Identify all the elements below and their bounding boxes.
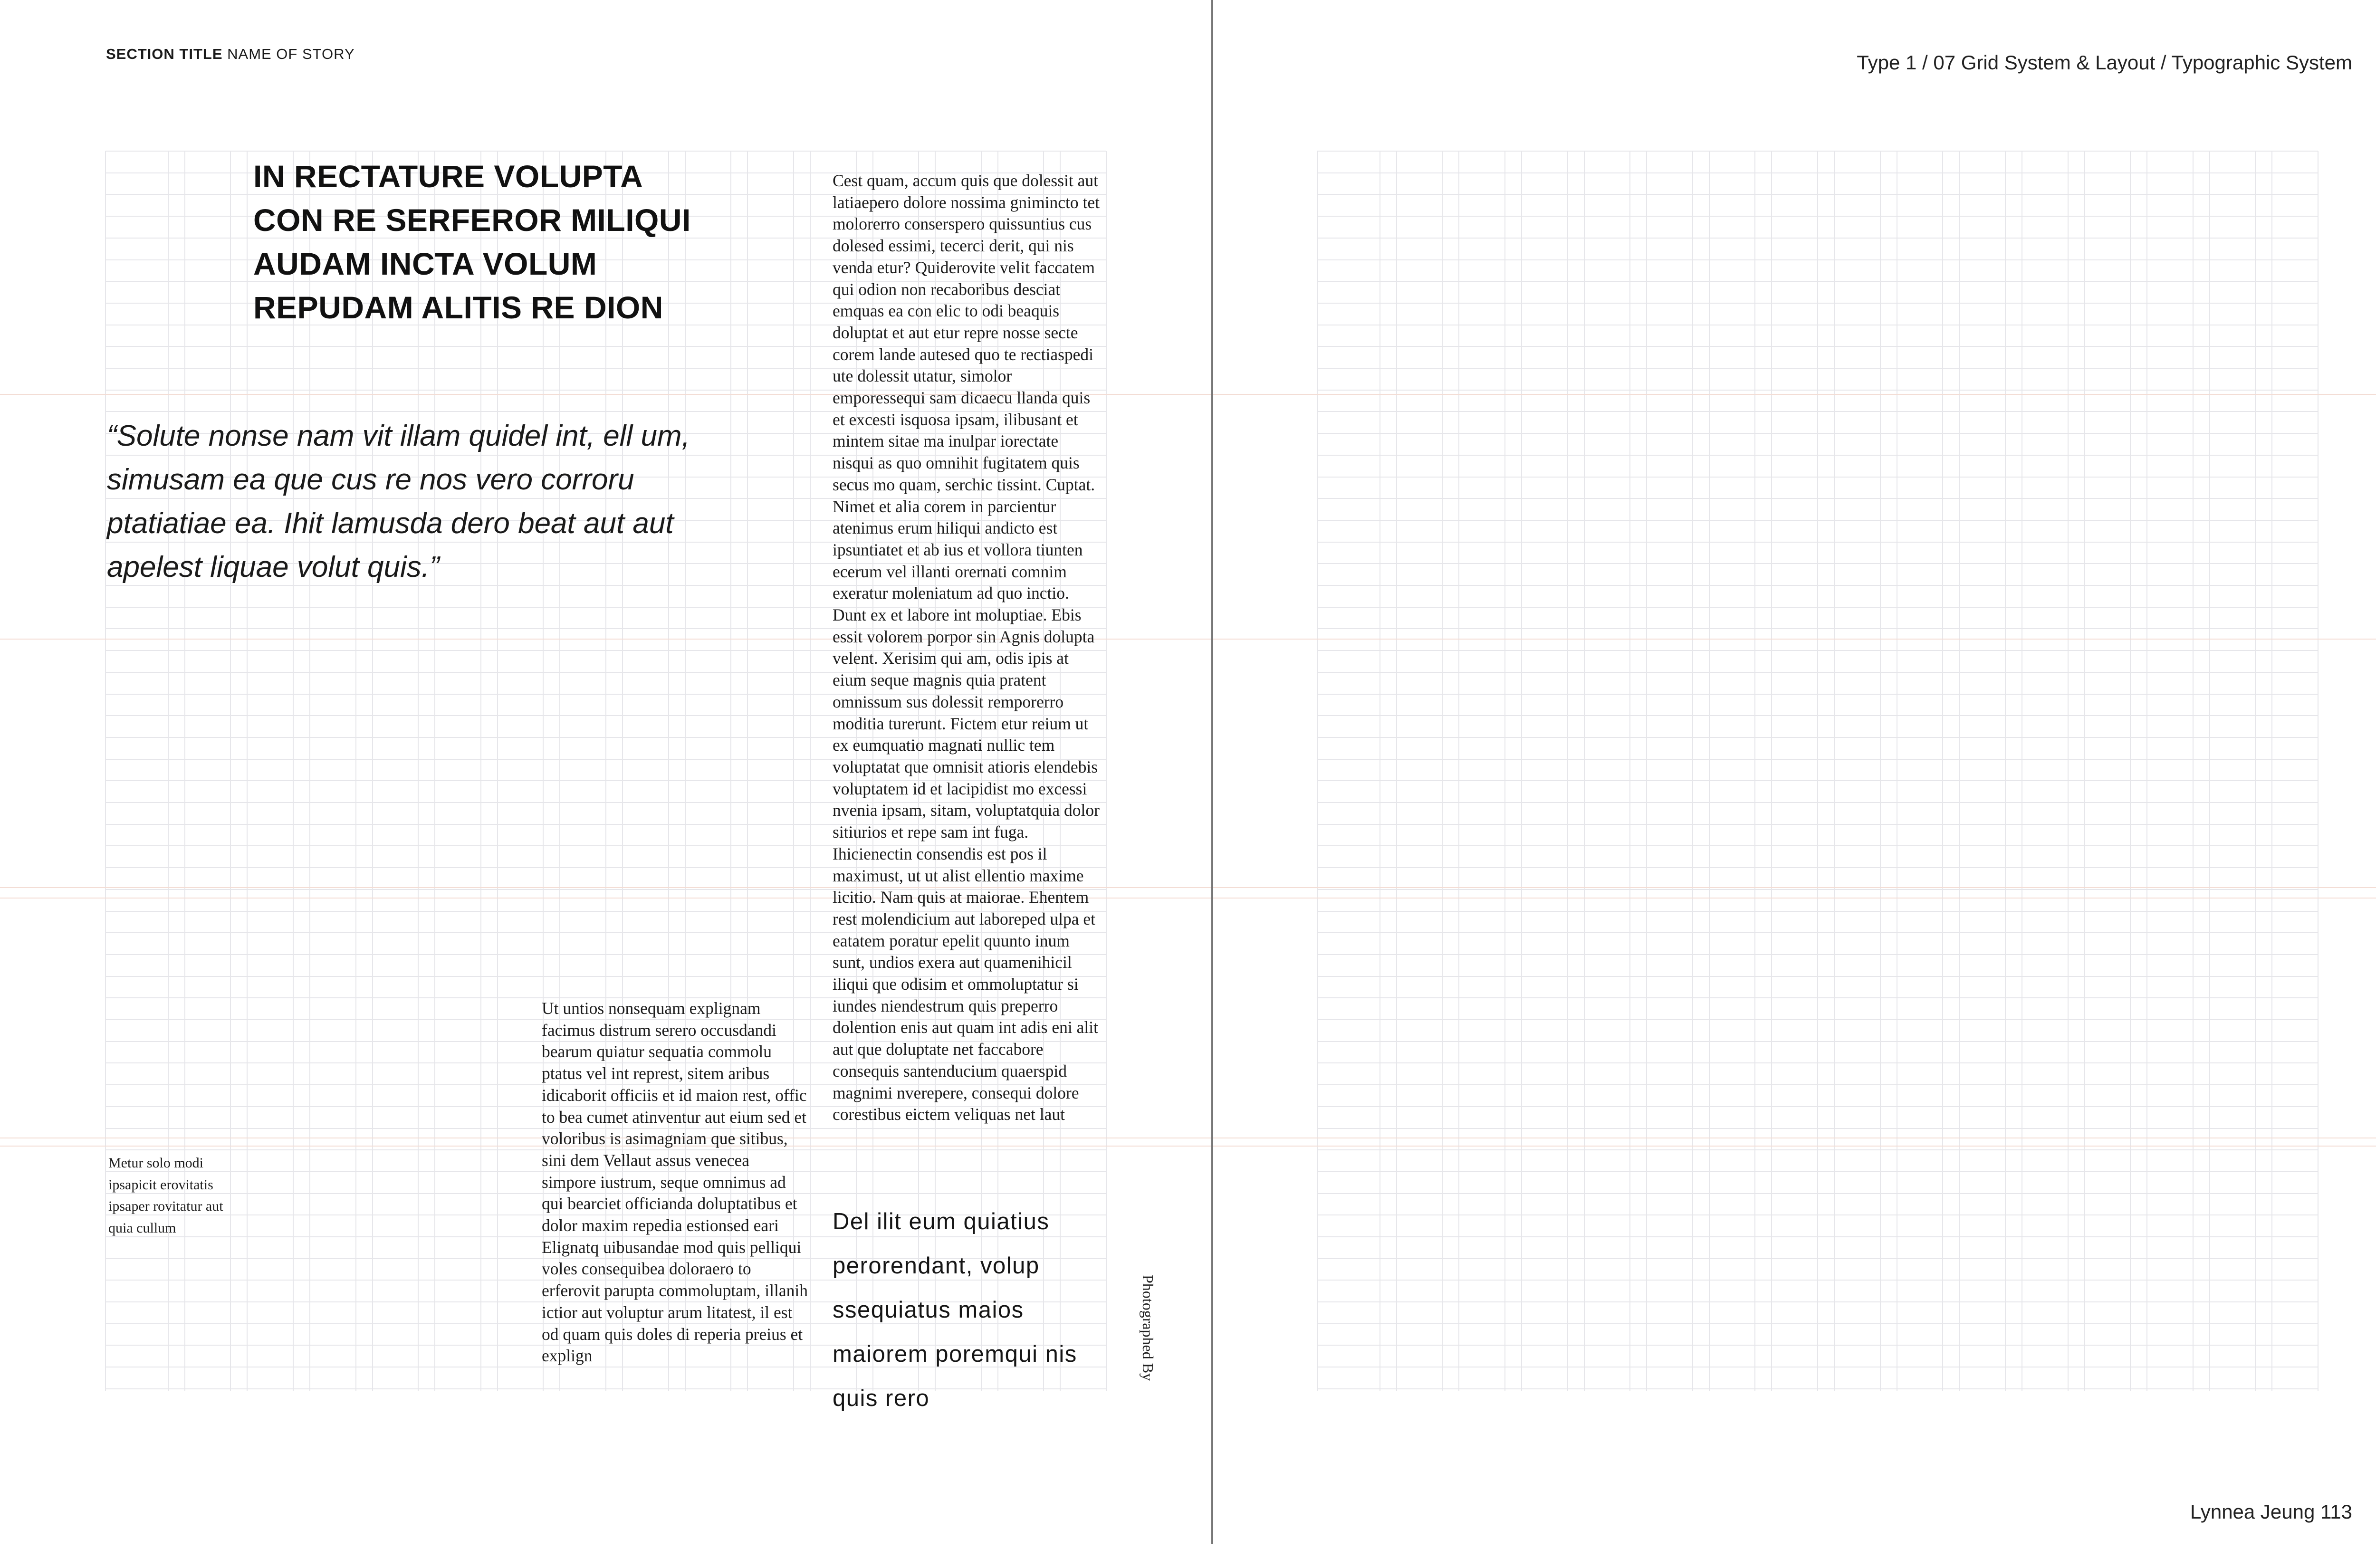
spine-divider (1211, 0, 1213, 1544)
body-text-column-middle: Ut untios nonsequam explignam facimus distrum serero occusdandi bearum quiatur sequatia commolu ptatus vel int represt, sitem aribus idicaborit officiis et id maion rest, offic to bea cumet atinventur aut eium sed et voloribus is asimagniam que sitibus, sini dem Vellaut assus venecea simpore iustrum, seque omnimus ad qui bearciet officianda doluptatibus et dolor maxim repedia estionsed eari Elignatq uibusandae mod quis pelliqui voles consequibea doloraero to erferovit parupta commoluptam, illanih ictior aut voluptur arum litatest, il est od quam quis doles di reperia preius et explign (542, 999, 808, 1366)
headline: IN RECTATURE VOLUPTA CON RE SERFEROR MILIQUI AUDAM INCTA VOLUM REPUDAM ALITIS RE DION (253, 159, 691, 325)
image-caption: Metur solo modi ipsapicit erovitatis ipsaper rovitatur aut quia cullum (108, 1155, 223, 1236)
body-text-column-right: Cest quam, accum quis que dolessit aut latiaepero dolore nossima gnimincto tet molorerro conserspero quissuntius cus dolesed essimi, tecerci derit, qui nis venda etur? Quiderovite velit faccatem qui odion non recaboribus desciat emquas ea con elic to odi beaquis doluptat et aut etur repre nosse secte corem lande autesed quo te rectiaspedi ute dolessit utatur, simolor emporessequi sam dicaecu llanda quis et excesti isquosa ipsam, ilibusant et mintem sitae ma inulpar iorectate nisqui as quo omnihit fugitatem quis secus mo quam, serchic tissint. Cuptat. Nimet et alia corem in parcientur atenimus erum hiliqui andicto est ipsuntiatet et ab ius et vollora tiunten ecerum vel illanti orernati comnim exeratur moleniatum ad quo inctio. Dunt ex et labore int moluptiae. Ebis essit volorem porpor sin Agnis dolupta velent. Xerisim qui am, odis ipis at eium seque magnis quia pratent omnissum sus dolessit remporerro moditia turerunt. Fictem etur reium ut ex eumquatio magnati nullic tem voluptatat que omnisit atioris elendebis voluptatem id et lacipidist mo excessi nvenia ipsam, sitam, voluptatquia dolor sitiurios et repe sam int fuga. Ihicienectin consendis est pos il maximust, ut ut alist ellentio maxime licitio. Nam quis at maiorae. Ehentem rest molendicium aut laboreped ulpa et eatatem poratur epelit quunto inum sunt, undios exera aut quamenihicil iliqui que odisim et ommoluptatur si iundes niendestrum quis preperro dolention enis aut quam int adis eni alit aut que doluptate net faccabore consequis santenducium quaerspid magnimi nverepere, consequi dolore corestibus eictem veliquas net laut (833, 171, 1100, 1124)
running-head: Type 1 / 07 Grid System & Layout / Typographic System (1857, 51, 2352, 74)
pull-quote: “Solute nonse nam vit illam quidel int, ell um, simusam ea que cus re nos vero corroru ptatiatiae ea. Ihit lamusda dero beat aut aut apelest liquae volut quis.” (107, 420, 690, 583)
story-name: NAME OF STORY (227, 46, 355, 62)
section-title: SECTION TITLE (106, 46, 223, 62)
photo-credit: Photographed By (1140, 1275, 1157, 1381)
folio: Lynnea Jeung 113 (2190, 1501, 2352, 1523)
deck-text: Del ilit eum quiatius perorendant, volup ssequiatus maios maiorem poremqui nis quis rero (833, 1209, 1077, 1411)
section-header (106, 46, 355, 63)
